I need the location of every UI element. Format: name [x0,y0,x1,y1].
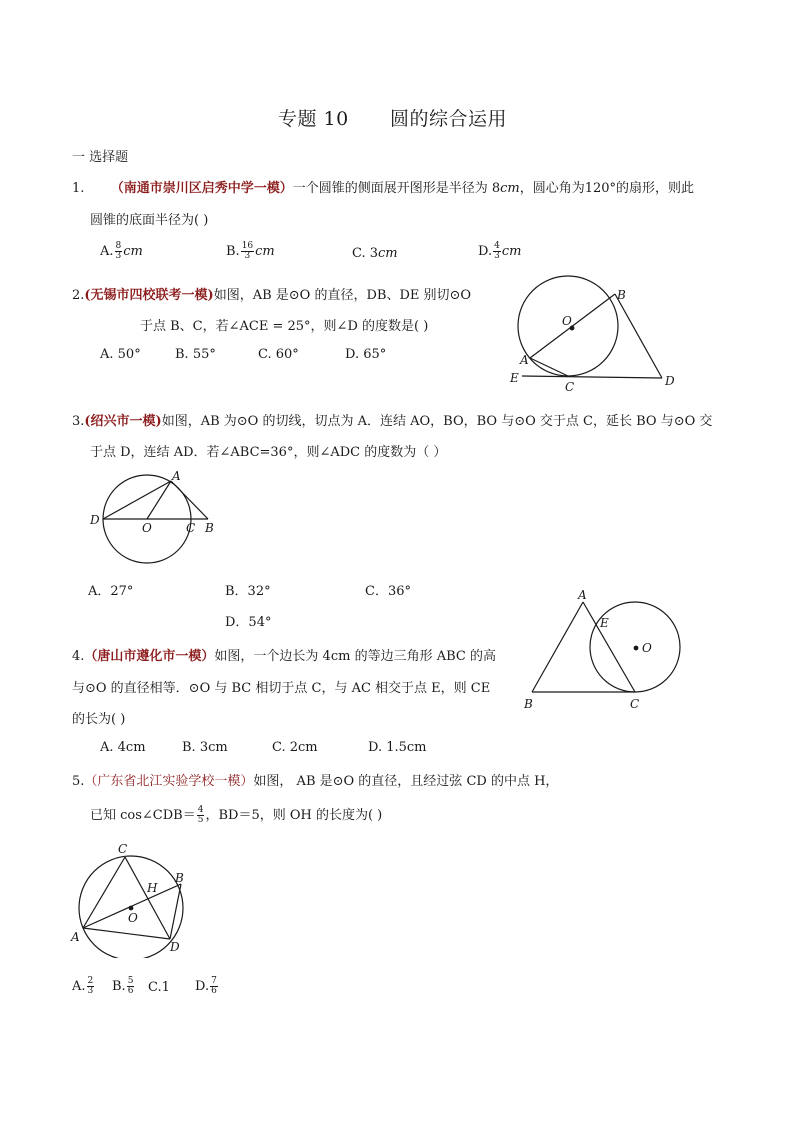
figure-q5 [68,836,198,958]
option-c: C.1 [148,980,170,995]
question-number: 1. [72,181,85,196]
label-b: B [617,288,626,302]
label-a: A [71,930,80,944]
option-a: A. $\frac{8}{3}$ cm [100,241,143,261]
question-source: （唐山市遵化市一模） [84,649,215,664]
figure-q3 [86,468,226,568]
page-title: 专题 10 [278,108,349,130]
question-source: (绍兴市一模) [84,414,162,429]
option-b: B．32° [225,584,271,599]
label-b: B [205,521,214,535]
question-1-line-1 [72,177,694,196]
line-ao [147,481,171,519]
question-4-line-2: 与⊙O 的直径相等．⊙O 与 BC 相切于点 C，与 AC 相交于点 E，则 CE [72,681,491,696]
side-ac [583,602,635,692]
label-c: C [186,521,196,535]
option-b: B. $\frac{16}{3}$ cm [226,241,275,261]
tangent-db [615,294,662,378]
option-b: B. 3cm [182,740,228,755]
option-c: C. 3cm [352,246,398,261]
option-d: D. $\frac{4}{3}$ cm [478,241,522,261]
center-point [129,906,134,911]
chord-ac [83,857,125,928]
option-c: C. 2cm [272,740,318,755]
question-text: 如图， AB 是⊙O 的直径，且经过弦 CD 的中点 H， [253,774,559,789]
option-a: A. 50° [100,347,141,362]
question-3-line-2: 于点 D，连结 AD．若∠ABC=36°，则∠ADC 的度数为（ ） [90,445,447,460]
option-b: B. 55° [175,347,216,362]
side-ab [532,602,583,692]
question-4-line-1 [72,645,496,664]
option-a: A. $\frac{2}{3}$ [72,976,94,996]
fraction: $\frac{4}{5}$ [197,805,204,825]
label-a: A [578,588,587,602]
label-e: E [600,616,609,630]
question-5-line-2: 已知 cos∠CDB＝ $\frac{4}{5}$ ，BD＝5，则 OH 的长度为( ) [90,805,383,825]
label-o: O [562,314,572,328]
question-number: 2. [72,288,85,303]
option-b: B. $\frac{5}{6}$ [112,976,134,996]
question-text: 如图，一个边长为 4cm 的等边三角形 ABC 的高 [214,649,496,664]
question-source: （南通市崇川区启秀中学一模） [110,181,293,196]
fraction: $\frac{8}{3}$ [115,241,122,261]
option-a: A．27° [88,584,134,599]
question-2-line-1 [72,284,471,303]
fraction: $\frac{16}{3}$ [241,241,254,261]
fraction: $\frac{7}{6}$ [211,976,217,996]
line-ad [103,481,171,519]
question-4-line-3: 的长为( ) [72,712,126,727]
chord-bd [170,884,181,939]
question-5-line-1 [72,770,558,789]
tangent-ab [171,481,208,519]
option-d: D. $\frac{7}{6}$ [195,976,217,996]
figure-q4 [515,584,695,714]
label-d: D [665,374,675,388]
question-text: 如图，AB 是⊙O 的直径，DB、DE 别切⊙O [213,288,472,303]
question-text: 如图，AB 为⊙O 的切线，切点为 A．连结 AO，BO，BO 与⊙O 交于点 C，延长 BO 与⊙O 交 [161,414,713,429]
option-c: C．36° [365,584,411,599]
option-d: D．54° [225,615,272,630]
label-e: E [510,371,519,385]
label-d: D [90,513,100,527]
tangent-de [522,376,662,378]
chord-ac [530,358,568,376]
page-subtitle: 圆的综合运用 [390,108,508,130]
label-c: C [630,697,640,711]
question-number: 3. [72,414,85,429]
question-2-line-2: 于点 B、C，若∠ACE = 25°，则∠D 的度数是( ) [140,319,429,334]
option-c: C. 60° [258,347,299,362]
unit: cm [500,181,520,196]
question-number: 5. [72,774,85,789]
question-number: 4. [72,649,85,664]
fraction: $\frac{4}{3}$ [494,241,500,261]
label-c: C [565,380,575,394]
question-text: 一个圆锥的侧面展开图形是半径为 8 [292,181,501,196]
center-point [634,646,639,651]
question-3-line-1 [72,410,712,429]
option-d: D. 1.5cm [368,740,427,755]
label-o: O [642,641,652,655]
label-o: O [142,521,152,535]
label-a: A [520,353,529,367]
option-d: D. 65° [345,347,387,362]
question-source: （广东省北江实验学校一模） [84,774,254,789]
option-a: A. 4cm [100,740,146,755]
label-d: D [170,940,180,954]
fraction: $\frac{2}{3}$ [87,976,94,996]
label-b: B [524,697,533,711]
chord-cd [125,857,170,939]
figure-q2 [500,272,690,397]
label-h: H [147,881,158,895]
label-b: B [175,871,184,885]
question-source: (无锡市四校联考一模) [84,288,214,303]
fraction: $\frac{5}{6}$ [127,976,134,996]
label-c: C [118,842,128,856]
label-a: A [172,469,181,483]
label-o: O [128,911,138,925]
question-text: ，圆心角为120°的扇形，则此 [519,181,695,196]
question-1-line-2: 圆锥的底面半径为( ) [90,213,209,228]
section-heading: 一 选择题 [72,150,129,165]
chord-ad [83,928,170,939]
